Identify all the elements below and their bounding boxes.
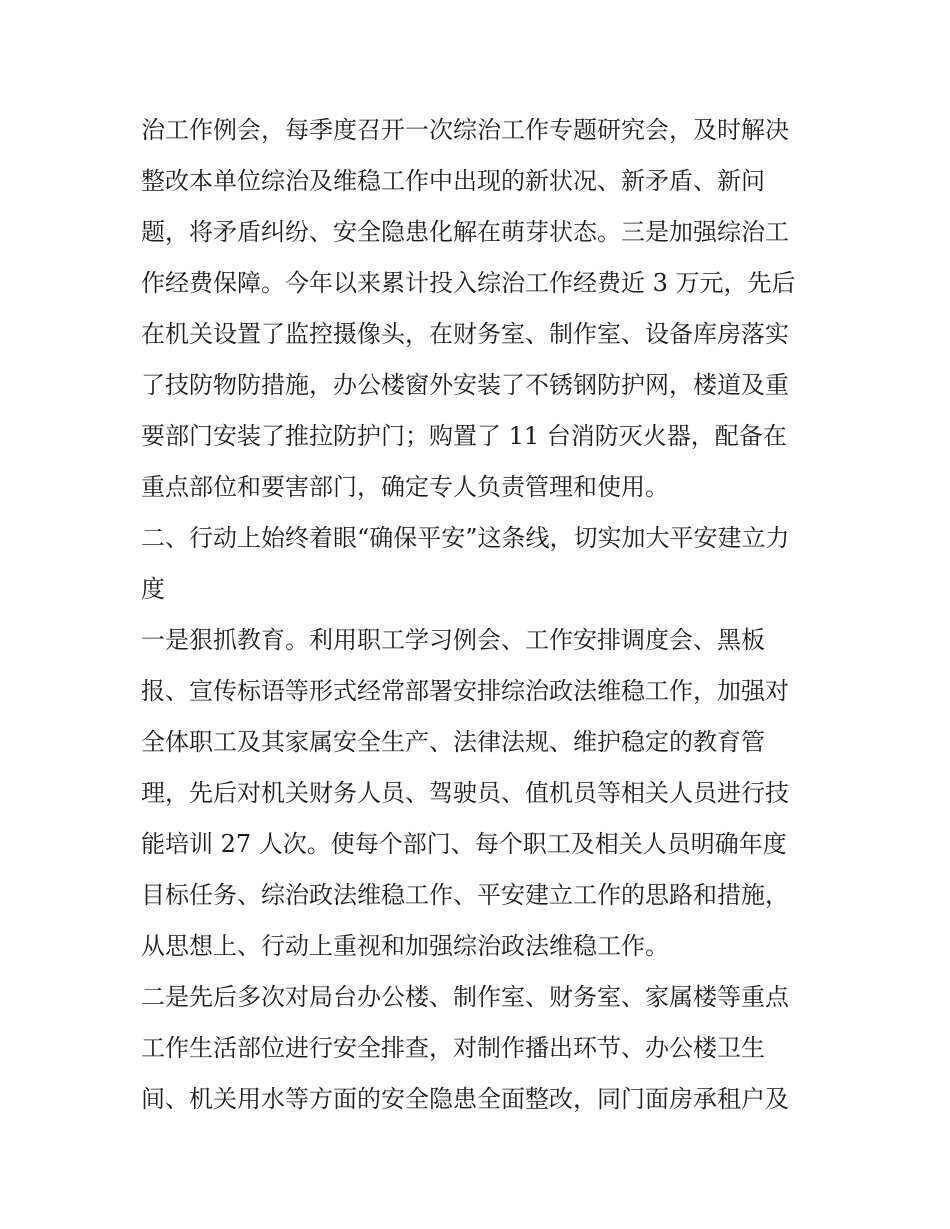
text-line: 理，先后对机关财务人员、驾驶员、值机员等相关人员进行技 <box>141 779 789 807</box>
text-line: 二是先后多次对局台办公楼、制作室、财务室、家属楼等重点 <box>141 983 789 1011</box>
text-line: 一是狠抓教育。利用职工学习例会、工作安排调度会、黑板 <box>141 626 765 654</box>
text-line: 间、机关用水等方面的安全隐患全面整改，同门面房承租户及 <box>141 1085 789 1113</box>
text-line: 作经费保障。今年以来累计投入综治工作经费近 3 万元，先后 <box>141 269 796 297</box>
text-line: 工作生活部位进行安全排查，对制作播出环节、办公楼卫生 <box>141 1034 765 1062</box>
text-line: 报、宣传标语等形式经常部署安排综治政法维稳工作，加强对 <box>141 677 789 705</box>
text-line: 从思想上、行动上重视和加强综治政法维稳工作。 <box>141 932 669 960</box>
text-line: 全体职工及其家属安全生产、法律法规、维护稳定的教育管 <box>141 728 765 756</box>
text-line: 治工作例会，每季度召开一次综治工作专题研究会，及时解决 <box>141 116 789 144</box>
document-body <box>141 108 821 1128</box>
text-line: 重点部位和要害部门，确定专人负责管理和使用。 <box>141 473 669 501</box>
text-line: 了技防物防措施，办公楼窗外安装了不锈钢防护网，楼道及重 <box>141 371 789 399</box>
text-line: 要部门安装了推拉防护门；购置了 11 台消防灭火器，配备在 <box>141 422 787 450</box>
text-line: 题，将矛盾纠纷、安全隐患化解在萌芽状态。三是加强综治工 <box>141 218 789 246</box>
text-line: 整改本单位综治及维稳工作中出现的新状况、新矛盾、新问 <box>141 167 765 195</box>
text-line: 目标任务、综治政法维稳工作、平安建立工作的思路和措施， <box>141 881 789 909</box>
text-line: 在机关设置了监控摄像头，在财务室、制作室、设备库房落实 <box>141 320 789 348</box>
text-line: 能培训 27 人次。使每个部门、每个职工及相关人员明确年度 <box>141 830 787 858</box>
section-heading: 二、行动上始终着眼“确保平安”这条线，切实加大平安建立力 <box>141 524 790 552</box>
section-heading-continued: 度 <box>141 575 165 603</box>
